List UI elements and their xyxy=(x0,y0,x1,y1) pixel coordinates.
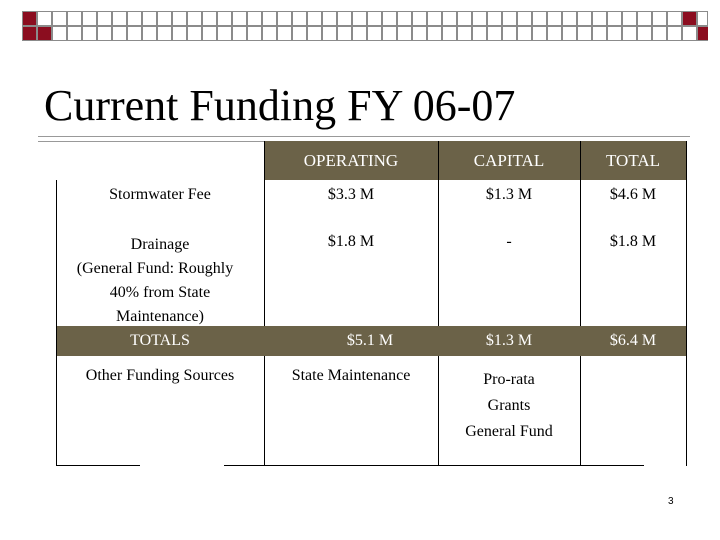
grid-square xyxy=(278,27,292,41)
grid-square xyxy=(233,12,247,26)
grid-square xyxy=(428,12,442,26)
col-divider xyxy=(580,356,581,466)
grid-square xyxy=(593,27,607,41)
grid-square xyxy=(638,12,652,26)
header-operating: OPERATING xyxy=(303,151,399,170)
drainage-label-line: (General Fund: Roughly xyxy=(76,260,234,277)
table-left-border xyxy=(56,180,57,466)
grid-square xyxy=(68,12,82,26)
grid-square xyxy=(113,27,127,41)
grid-square xyxy=(488,27,502,41)
grid-square xyxy=(158,12,172,26)
grid-square xyxy=(668,12,682,26)
drainage-total: $1.8 M xyxy=(609,233,657,250)
grid-square xyxy=(53,12,67,26)
other-label: Other Funding Sources xyxy=(85,367,235,384)
col-divider xyxy=(438,356,439,466)
grid-square xyxy=(368,12,382,26)
grid-square xyxy=(38,12,52,26)
grid-square xyxy=(218,12,232,26)
grid-square xyxy=(473,27,487,41)
grid-square xyxy=(623,27,637,41)
grid-square xyxy=(263,27,277,41)
grid-square xyxy=(83,12,97,26)
grid-square xyxy=(23,27,37,41)
grid-square xyxy=(53,27,67,41)
grid-square xyxy=(293,12,307,26)
table-top-line xyxy=(38,141,264,142)
grid-square xyxy=(623,12,637,26)
table-right-border xyxy=(686,141,687,466)
grid-square xyxy=(338,27,352,41)
grid-square xyxy=(428,27,442,41)
grid-square xyxy=(488,12,502,26)
grid-square xyxy=(653,27,667,41)
title-rule xyxy=(38,136,690,137)
table-bottom-line xyxy=(56,465,140,466)
grid-square xyxy=(248,27,262,41)
other-capital xyxy=(438,367,580,445)
grid-square xyxy=(173,12,187,26)
grid-square xyxy=(593,12,607,26)
grid-square xyxy=(458,27,472,41)
grid-square xyxy=(293,27,307,41)
header-total: TOTAL xyxy=(605,151,661,170)
grid-square xyxy=(608,12,622,26)
grid-square xyxy=(263,12,277,26)
grid-square xyxy=(383,12,397,26)
grid-square xyxy=(683,27,697,41)
stormwater-operating: $3.3 M xyxy=(327,186,375,203)
stormwater-capital: $1.3 M xyxy=(485,186,533,203)
grid-square xyxy=(563,12,577,26)
other-capital-line: Grants xyxy=(487,397,531,414)
col-divider xyxy=(438,141,439,326)
grid-square xyxy=(188,27,202,41)
grid-square xyxy=(698,12,709,26)
grid-square xyxy=(143,12,157,26)
grid-square xyxy=(683,12,697,26)
totals-operating: $5.1 M xyxy=(346,332,394,349)
grid-square xyxy=(638,27,652,41)
drainage-operating: $1.8 M xyxy=(327,233,375,250)
grid-square xyxy=(338,12,352,26)
drainage-label-line: 40% from State xyxy=(109,284,211,301)
grid-square xyxy=(413,12,427,26)
table-bottom-line xyxy=(224,465,644,466)
col-divider xyxy=(264,141,265,326)
drainage-label-line: Maintenance) xyxy=(116,308,204,325)
grid-square xyxy=(83,27,97,41)
grid-square xyxy=(548,27,562,41)
col-divider xyxy=(264,356,265,466)
totals-label: TOTALS xyxy=(130,332,190,349)
grid-square xyxy=(23,12,37,26)
grid-square xyxy=(533,12,547,26)
grid-square xyxy=(188,12,202,26)
grid-square xyxy=(698,27,709,41)
row-label-stormwater: Stormwater Fee xyxy=(109,186,211,203)
grid-square xyxy=(443,12,457,26)
grid-square xyxy=(503,27,517,41)
totals-capital: $1.3 M xyxy=(485,332,533,349)
other-operating: State Maintenance xyxy=(291,367,411,384)
grid-square xyxy=(128,27,142,41)
drainage-capital: - xyxy=(506,233,512,250)
grid-square xyxy=(113,12,127,26)
grid-square xyxy=(668,27,682,41)
grid-square xyxy=(248,12,262,26)
grid-square xyxy=(323,12,337,26)
grid-square xyxy=(143,27,157,41)
grid-square xyxy=(203,27,217,41)
grid-square xyxy=(173,27,187,41)
grid-square xyxy=(308,12,322,26)
page-number: 3 xyxy=(668,496,674,507)
grid-square xyxy=(473,12,487,26)
grid-square xyxy=(383,27,397,41)
other-capital-line: Pro-rata xyxy=(483,371,535,388)
grid-square xyxy=(98,27,112,41)
grid-square xyxy=(38,27,52,41)
grid-square xyxy=(653,12,667,26)
stormwater-total: $4.6 M xyxy=(609,186,657,203)
header-capital: CAPITAL xyxy=(473,151,545,170)
grid-square xyxy=(218,27,232,41)
other-capital-line: General Fund xyxy=(465,423,553,440)
grid-square xyxy=(158,27,172,41)
grid-square xyxy=(458,12,472,26)
grid-square xyxy=(563,27,577,41)
drainage-label-line: Drainage xyxy=(130,236,190,253)
totals-total: $6.4 M xyxy=(609,332,657,349)
decorative-header-grid xyxy=(22,11,708,41)
grid-square xyxy=(368,27,382,41)
grid-square xyxy=(278,12,292,26)
grid-square xyxy=(608,27,622,41)
grid-square xyxy=(443,27,457,41)
grid-square xyxy=(308,27,322,41)
grid-square xyxy=(398,12,412,26)
grid-square xyxy=(578,12,592,26)
grid-square xyxy=(398,27,412,41)
grid-square xyxy=(323,27,337,41)
grid-square xyxy=(413,27,427,41)
grid-square xyxy=(353,12,367,26)
grid-square xyxy=(578,27,592,41)
slide-title: Current Funding FY 06-07 xyxy=(44,81,516,130)
grid-square xyxy=(503,12,517,26)
grid-square xyxy=(518,27,532,41)
grid-square xyxy=(233,27,247,41)
grid-square xyxy=(518,12,532,26)
row-label-drainage xyxy=(56,233,264,329)
grid-square xyxy=(128,12,142,26)
grid-square xyxy=(203,12,217,26)
grid-square xyxy=(533,27,547,41)
grid-square xyxy=(353,27,367,41)
col-divider xyxy=(580,141,581,326)
grid-square xyxy=(68,27,82,41)
grid-square xyxy=(548,12,562,26)
grid-square xyxy=(98,12,112,26)
